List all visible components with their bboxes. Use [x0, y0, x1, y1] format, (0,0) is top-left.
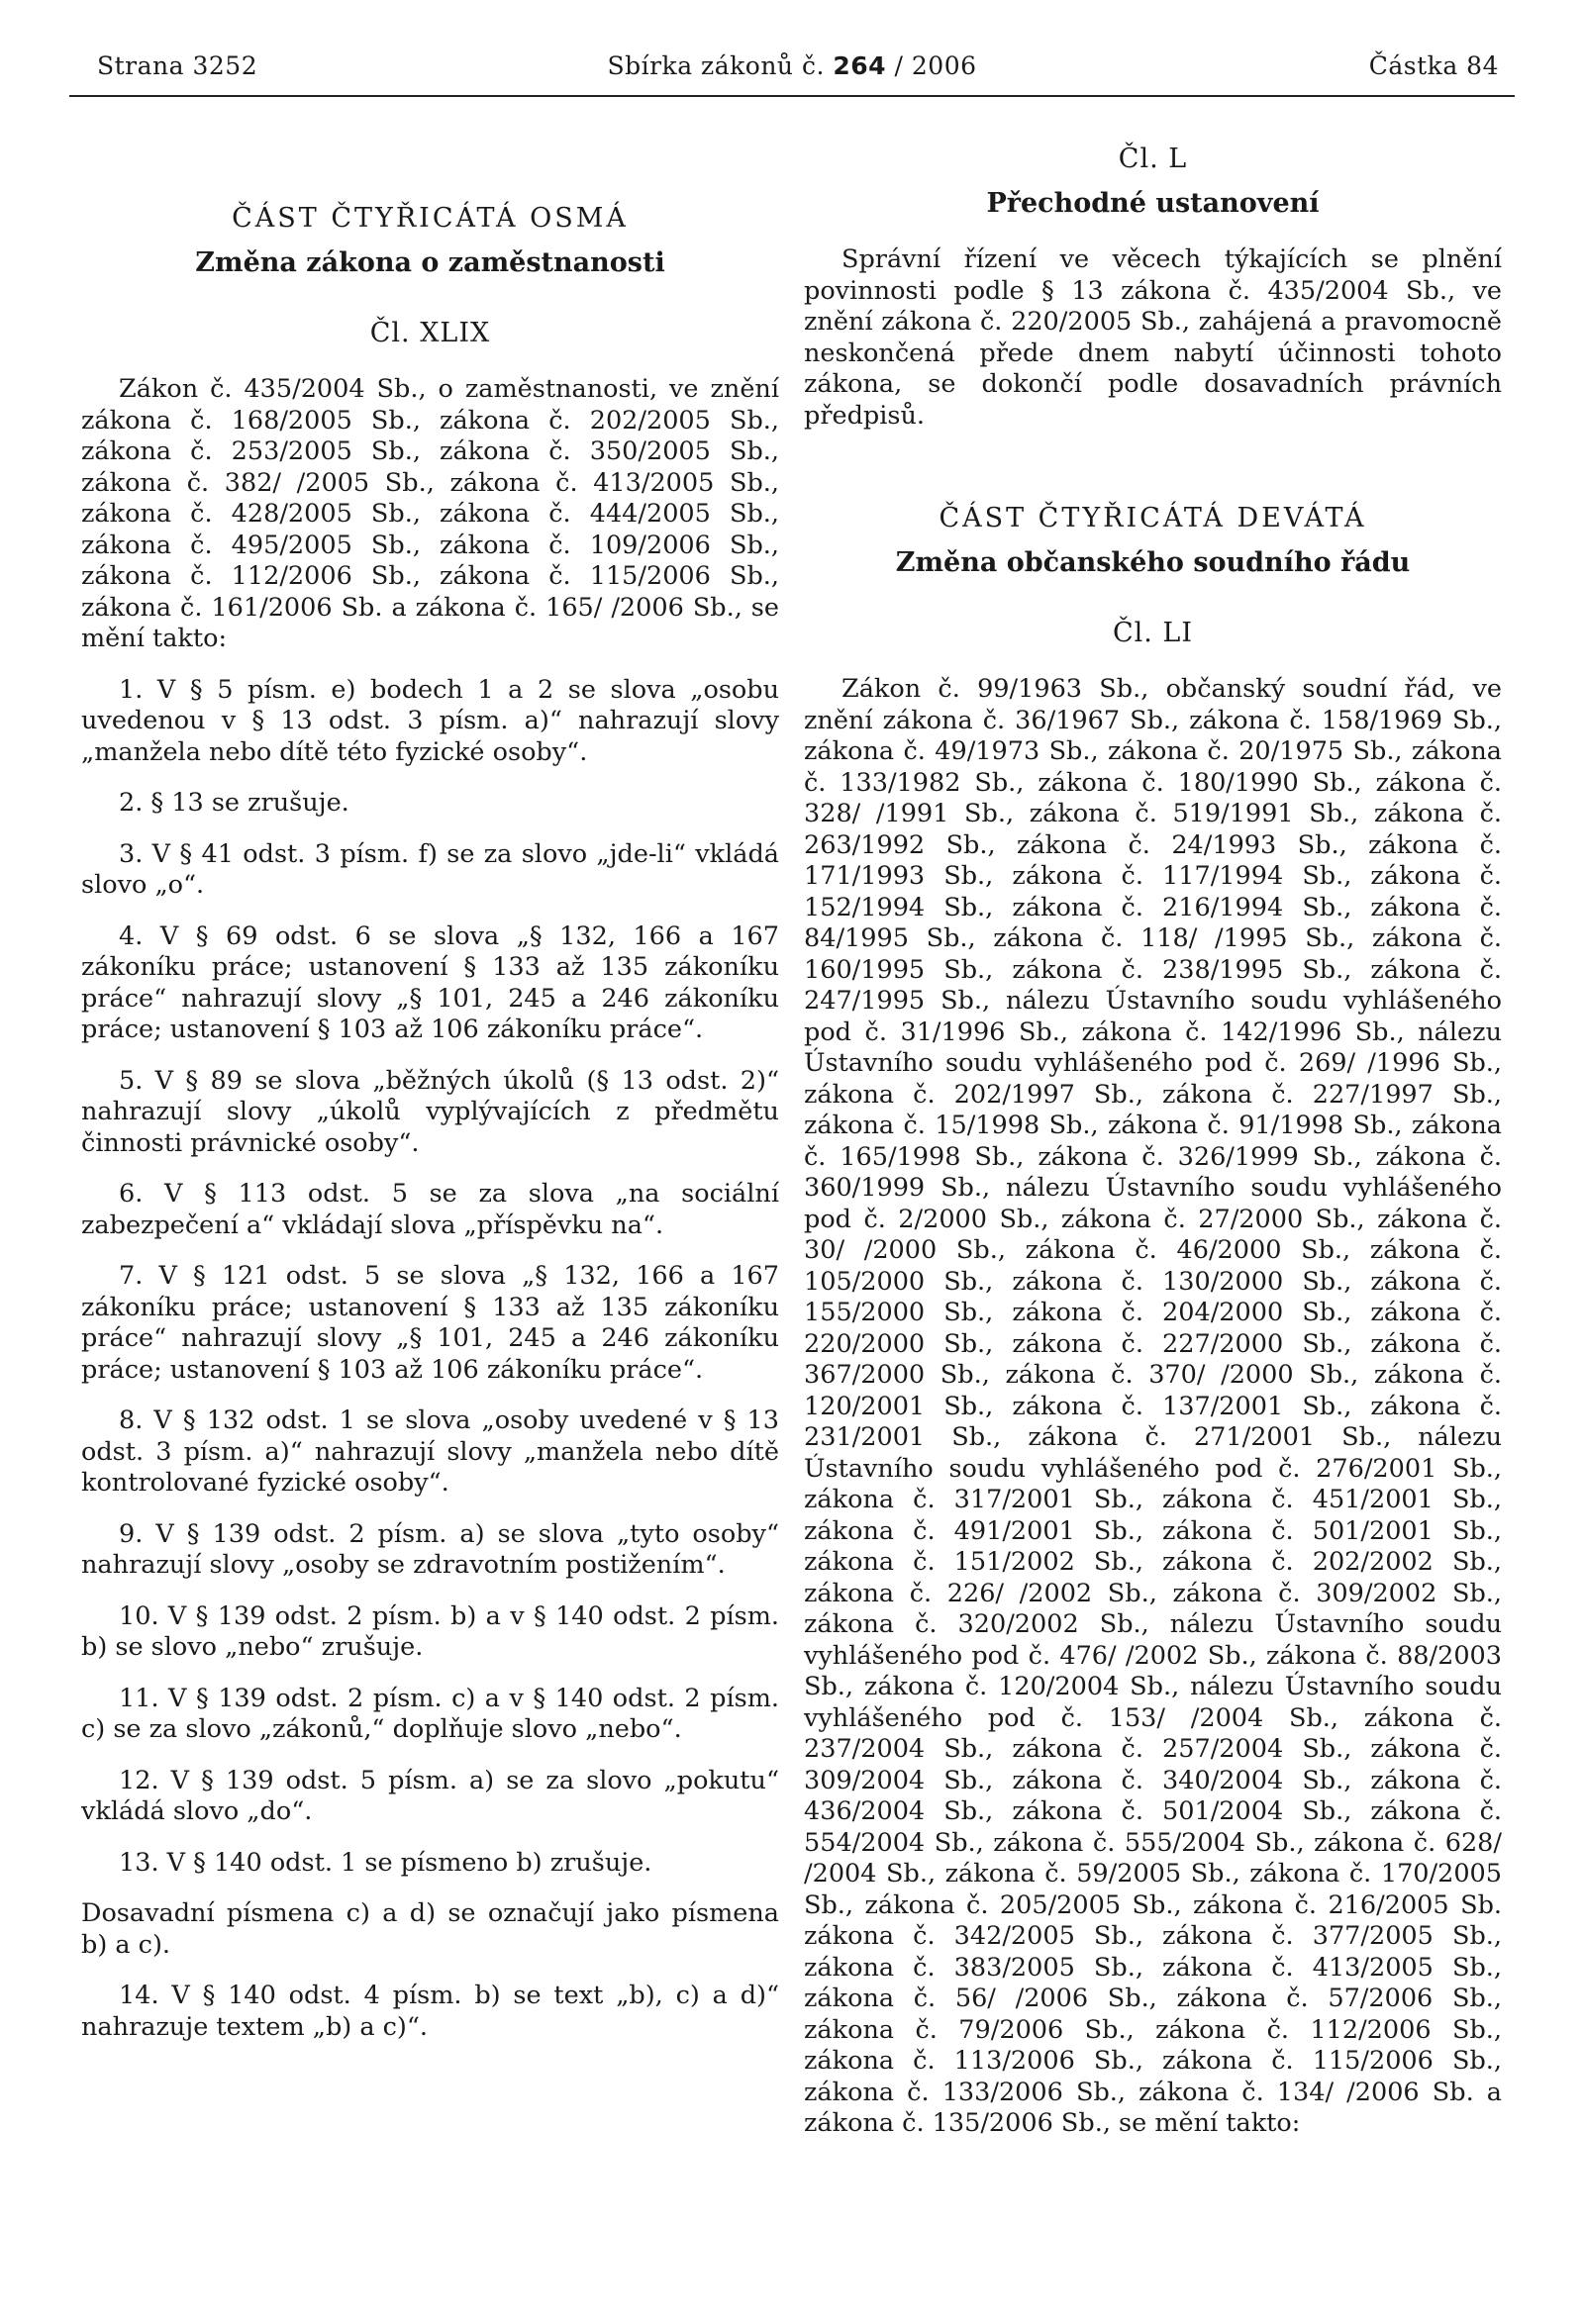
left-column — [81, 144, 779, 2063]
collection-year: / 2006 — [894, 51, 977, 80]
document-page — [69, 40, 1515, 2296]
amendment-point: 9. V § 139 odst. 2 písm. a) se slova „tyto osoby“ nahrazují slovy „osoby se zdravotním postižením“. — [81, 1518, 779, 1580]
part-subtitle: Změna občanského soudního řádu — [895, 547, 1411, 578]
amendment-point: 1. V § 5 písm. e) bodech 1 a 2 se slova „osobu uvedenou v § 13 odst. 3 písm. a)“ nahrazují slovy „manžela nebo dítě této fyzické osoby“. — [81, 674, 779, 767]
amendment-note: Dosavadní písmena c) a d) se označují jako písmena b) a c). — [81, 1898, 779, 1960]
part-title: ČÁST ČTYŘICÁTÁ DEVÁTÁ — [939, 503, 1367, 533]
amendment-point: 10. V § 139 odst. 2 písm. b) a v § 140 odst. 2 písm. b) se slovo „nebo“ zrušuje. — [81, 1600, 779, 1662]
right-column — [804, 144, 1502, 2160]
transitional-paragraph: Správní řízení ve věcech týkajících se plnění povinnosti podle § 13 zákona č. 435/2004 Sb., ve znění zákona č. 220/2005 Sb., zahájená a pravomocně neskončená přede dnem nabytí účinnosti tohoto zákona, se dokončí podle dosavadních právních předpisů. — [804, 244, 1502, 431]
section-number: Částka 84 — [1368, 51, 1499, 80]
amendment-paragraph: Zákon č. 99/1963 Sb., občanský soudní řád, ve znění zákona č. 36/1967 Sb., zákona č. 158/1969 Sb., zákona č. 49/1973 Sb., zákona č. 20/1975 Sb., zákona č. 133/1982 Sb., zákona č. 180/1990 Sb., zákona č. 328/ /1991 Sb., zákona č. 519/1991 Sb., zákona č. 263/1992 Sb., zákona č. 24/1993 Sb., zákona č. 171/1993 Sb., zákona č. 117/1994 Sb., zákona č. 152/1994 Sb., zákona č. 216/1994 Sb., zákona č. 84/1995 Sb., zákona č. 118/ /1995 Sb., zákona č. 160/1995 Sb., zákona č. 238/1995 Sb., zákona č. 247/1995 Sb., nálezu Ústavního soudu vyhlášeného pod č. 31/1996 Sb., zákona č. 142/1996 Sb., nálezu Ústavního soudu vyhlášeného pod č. 269/ /1996 Sb., zákona č. 202/1997 Sb., zákona č. 227/1997 Sb., zákona č. 15/1998 Sb., zákona č. 91/1998 Sb., zákona č. 165/1998 Sb., zákona č. 326/1999 Sb., zákona č. 360/1999 Sb., nálezu Ústavního soudu vyhlášeného pod č. 2/2000 Sb., zákona č. 27/2000 Sb., zákona č. 30/ /2000 Sb., zákona č. 46/2000 Sb., zákona č. 105/2000 Sb., zákona č. 130/2000 Sb., zákona č. 155/2000 Sb., zákona č. 204/2000 Sb., zákona č. 220/2000 Sb., zákona č. 227/2000 Sb., zákona č. 367/2000 Sb., zákona č. 370/ /2000 Sb., zákona č. 120/2001 Sb., zákona č. 137/2001 Sb., zákona č. 231/2001 Sb., zákona č. 271/2001 Sb., nálezu Ústavního soudu vyhlášeného pod č. 276/2001 Sb., zákona č. 317/2001 Sb., zákona č. 451/2001 Sb., zákona č. 491/2001 Sb., zákona č. 501/2001 Sb., zákona č. 151/2002 Sb., zákona č. 202/2002 Sb., zákona č. 226/ /2002 Sb., zákona č. 309/2002 Sb., zákona č. 320/2002 Sb., nálezu Ústavního soudu vyhlášeného pod č. 476/ /2002 Sb., zákona č. 88/2003 Sb., zákona č. 120/2004 Sb., nálezu Ústavního soudu vyhlášeného pod č. 153/ /2004 Sb., zákona č. 237/2004 Sb., zákona č. 257/2004 Sb., zákona č. 309/2004 Sb., zákona č. 340/2004 Sb., zákona č. 436/2004 Sb., zákona č. 501/2004 Sb., zákona č. 554/2004 Sb., zákona č. 555/2004 Sb., zákona č. 628/ /2004 Sb., zákona č. 59/2005 Sb., zákona č. 170/2005 Sb., zákona č. 205/2005 Sb., zákona č. 216/2005 Sb. zákona č. 342/2005 Sb., zákona č. 377/2005 Sb., zákona č. 383/2005 Sb., zákona č. 413/2005 Sb., zákona č. 56/ /2006 Sb., zákona č. 57/2006 Sb., zákona č. 79/2006 Sb., zákona č. 112/2006 Sb., zákona č. 113/2006 Sb., zákona č. 115/2006 Sb., zákona č. 133/2006 Sb., zákona č. 134/ /2006 Sb. a zákona č. 135/2006 Sb., se mění takto: — [804, 674, 1502, 2138]
amendment-point: 12. V § 139 odst. 5 písm. a) se za slovo „pokutu“ vkládá slovo „do“. — [81, 1765, 779, 1826]
collection-prefix: Sbírka zákonů č. — [607, 51, 825, 80]
intro-paragraph: Zákon č. 435/2004 Sb., o zaměstnanosti, ve znění zákona č. 168/2005 Sb., zákona č. 202/2005 Sb., zákona č. 253/2005 Sb., zákona č. 350/2005 Sb., zákona č. 382/ /2005 Sb., zákona č. 413/2005 Sb., zákona č. 428/2005 Sb., zákona č. 444/2005 Sb., zákona č. 495/2005 Sb., zákona č. 109/2006 Sb., zákona č. 112/2006 Sb., zákona č. 115/2006 Sb., zákona č. 161/2006 Sb. a zákona č. 165/ /2006 Sb., se mění takto: — [81, 374, 779, 653]
amendment-point: 8. V § 132 odst. 1 se slova „osoby uvedené v § 13 odst. 3 písm. a)“ nahrazují slovy „manžela nebo dítě kontrolované fyzické osoby“. — [81, 1405, 779, 1498]
part-title: ČÁST ČTYŘICÁTÁ OSMÁ — [232, 203, 629, 234]
amendment-point: 14. V § 140 odst. 4 písm. b) se text „b), c) a d)“ nahrazuje textem „b) a c)“. — [81, 1981, 779, 2042]
amendment-point: 5. V § 89 se slova „běžných úkolů (§ 13 odst. 2)“ nahrazují slovy „úkolů vyplývajících z předmětu činnosti právnické osoby“. — [81, 1065, 779, 1158]
amendment-point: 3. V § 41 odst. 3 písm. f) se za slovo „jde-li“ vkládá slovo „o“. — [81, 838, 779, 900]
amendment-point: 7. V § 121 odst. 5 se slova „§ 132, 166 a 167 zákoníku práce; ustanovení § 133 až 135 zákoníku práce“ nahrazují slovy „§ 101, 245 a 246 zákoníku práce; ustanovení § 103 až 106 zákoníku práce“. — [81, 1261, 779, 1385]
amendment-point: 13. V § 140 odst. 1 se písmeno b) zrušuje. — [119, 1847, 652, 1878]
amendment-point: 2. § 13 se zrušuje. — [119, 788, 349, 818]
collection-number: 264 — [833, 51, 887, 80]
transitional-title: Přechodné ustanovení — [986, 188, 1320, 219]
page-number: Strana 3252 — [97, 51, 258, 80]
amendment-point: 11. V § 139 odst. 2 písm. c) a v § 140 odst. 2 písm. c) se za slovo „zákonů,“ doplňuje slovo „nebo“. — [81, 1683, 779, 1744]
article-heading: Čl. L — [1118, 144, 1188, 174]
amendment-point: 4. V § 69 odst. 6 se slova „§ 132, 166 a 167 zákoníku práce; ustanovení § 133 až 135 zákoníku práce“ nahrazují slovy „§ 101, 245 a 246 zákoníku práce; ustanovení § 103 až 106 zákoníku práce“. — [81, 920, 779, 1044]
article-heading: Čl. XLIX — [369, 318, 491, 348]
page-header — [69, 40, 1515, 97]
collection-reference — [69, 51, 1515, 80]
article-heading: Čl. LI — [1112, 618, 1194, 648]
part-subtitle: Změna zákona o zaměstnanosti — [195, 247, 665, 278]
amendment-point: 6. V § 113 odst. 5 se za slova „na sociální zabezpečení a“ vkládají slova „příspěvku na“. — [81, 1179, 779, 1240]
